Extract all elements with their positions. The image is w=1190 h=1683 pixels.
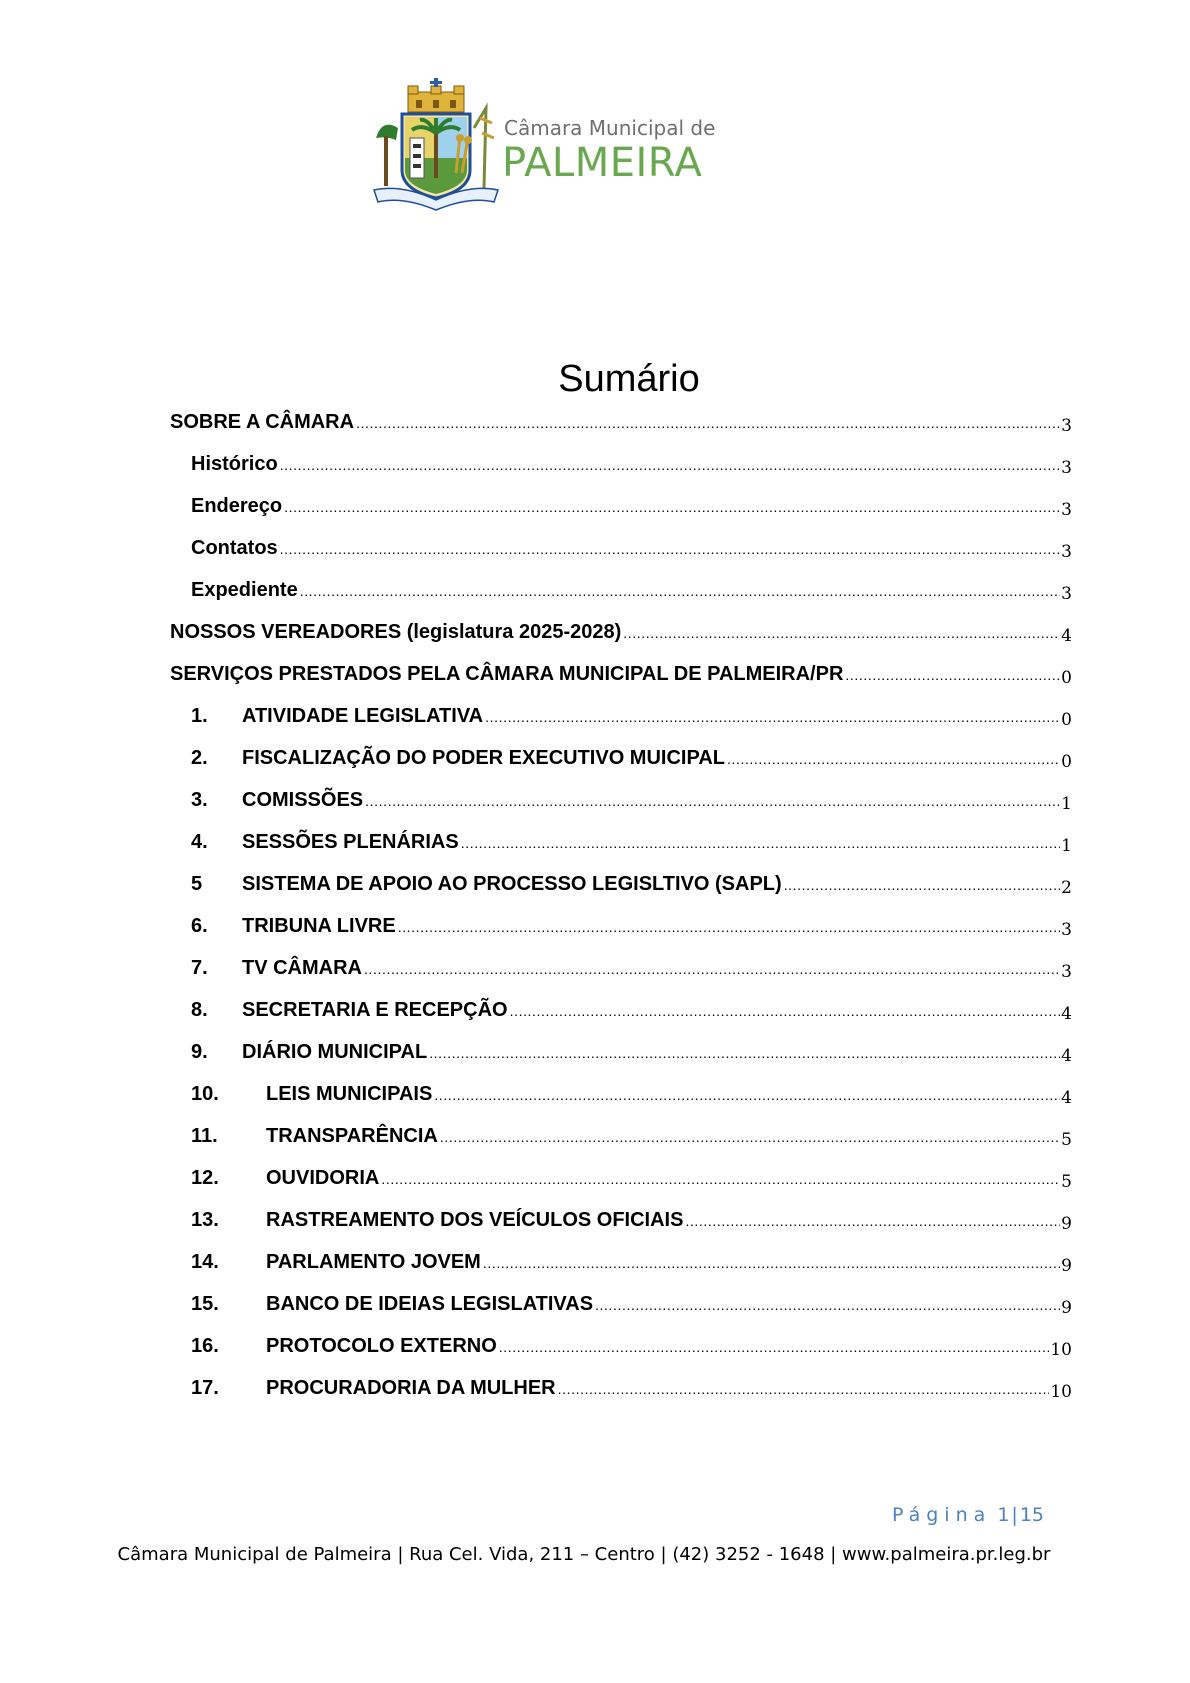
toc-entry[interactable] <box>170 619 1072 645</box>
toc-entry[interactable] <box>191 871 1072 897</box>
toc-dot-leader <box>784 872 1060 898</box>
toc-entry-number: 7. <box>191 957 208 979</box>
toc-entry-label: LEIS MUNICIPAIS <box>266 1083 433 1105</box>
toc-dot-leader <box>434 1082 1060 1108</box>
toc-entry-page: 1 <box>1061 794 1072 814</box>
toc-entry-number: 6. <box>191 915 208 937</box>
toc-entry-page: 3 <box>1061 500 1072 520</box>
toc-entry-label: NOSSOS VEREADORES (legislatura 2025-2028) <box>170 621 622 643</box>
toc-entry-number: 10. <box>191 1083 219 1105</box>
logo <box>372 78 716 213</box>
toc-entry[interactable] <box>191 913 1072 939</box>
toc-entry[interactable] <box>191 787 1072 813</box>
toc-entry-number: 4. <box>191 831 208 853</box>
toc-dot-leader <box>727 746 1060 772</box>
toc-entry-number: 11. <box>191 1125 218 1147</box>
logo-subtitle: Câmara Municipal de <box>504 116 716 140</box>
toc-entry[interactable] <box>191 1291 1072 1317</box>
toc-entry-page: 4 <box>1061 1088 1072 1108</box>
toc-entry[interactable] <box>191 997 1072 1023</box>
toc-entry[interactable] <box>191 1123 1072 1149</box>
toc-entry[interactable] <box>191 1039 1072 1065</box>
toc-entry-page: 4 <box>1061 626 1072 646</box>
toc-entry[interactable] <box>191 577 1072 603</box>
toc-entry[interactable] <box>191 955 1072 981</box>
toc-entry-number: 13. <box>191 1209 219 1231</box>
toc-entry-number: 12. <box>191 1167 219 1189</box>
toc-entry-number: 2. <box>191 747 208 769</box>
toc-entry[interactable] <box>191 745 1072 771</box>
toc-dot-leader <box>510 998 1061 1024</box>
toc-dot-leader <box>845 662 1060 688</box>
toc-dot-leader <box>499 1334 1050 1360</box>
toc-entry-page: 10 <box>1050 1382 1072 1402</box>
toc-entry-page: 1 <box>1061 836 1072 856</box>
toc-entry-label: TRANSPARÊNCIA <box>266 1125 438 1147</box>
toc-dot-leader <box>365 788 1060 814</box>
toc-dot-leader <box>558 1376 1050 1402</box>
toc-dot-leader <box>461 830 1060 856</box>
toc-entry-number: 3. <box>191 789 208 811</box>
toc-entry-page: 9 <box>1061 1214 1072 1234</box>
toc-entry[interactable] <box>191 1333 1072 1359</box>
page-number <box>892 1504 1044 1526</box>
toc-entry-page: 3 <box>1061 962 1072 982</box>
page-separator: | <box>1011 1504 1018 1526</box>
toc-entry-label: PROTOCOLO EXTERNO <box>266 1335 497 1357</box>
toc-entry-label: SOBRE A CÂMARA <box>170 411 355 433</box>
toc-entry-label: TRIBUNA LIVRE <box>242 915 396 937</box>
toc-entry-label: SECRETARIA E RECEPÇÃO <box>242 999 508 1021</box>
toc-entry-label: ATIVIDADE LEGISLATIVA <box>242 705 484 727</box>
toc-entry-label: SESSÕES PLENÁRIAS <box>242 831 459 853</box>
coat-of-arms-icon <box>372 78 500 213</box>
page-title: Sumário <box>558 358 700 400</box>
toc-entry[interactable] <box>191 451 1072 477</box>
toc-entry-page: 3 <box>1061 542 1072 562</box>
toc-entry[interactable] <box>191 703 1072 729</box>
toc-entry-label: TV CÂMARA <box>242 957 362 979</box>
page-current: 1 <box>997 1504 1010 1526</box>
toc-entry-number: 1. <box>191 705 208 727</box>
toc-dot-leader <box>284 494 1060 520</box>
toc-entry[interactable] <box>170 409 1072 435</box>
toc-entry-page: 3 <box>1061 458 1072 478</box>
toc-entry[interactable] <box>191 1165 1072 1191</box>
toc-entry-page: 0 <box>1061 710 1072 730</box>
toc-dot-leader <box>280 536 1061 562</box>
page-label: Página <box>891 1504 992 1526</box>
toc-entry-number: 16. <box>191 1335 219 1357</box>
logo-title: PALMEIRA <box>502 140 703 186</box>
toc-dot-leader <box>440 1124 1060 1150</box>
toc-entry[interactable] <box>191 535 1072 561</box>
toc-entry-page: 9 <box>1061 1298 1072 1318</box>
toc-entry-page: 3 <box>1061 920 1072 940</box>
page-footer: Câmara Municipal de Palmeira | Rua Cel. Vida, 211 – Centro | (42) 3252 - 1648 | www.palmeira.pr.leg.br <box>117 1544 1051 1565</box>
toc-entry-page: 5 <box>1061 1172 1072 1192</box>
toc-dot-leader <box>623 620 1060 646</box>
toc-dot-leader <box>483 1250 1060 1276</box>
toc-entry-label: BANCO DE IDEIAS LEGISLATIVAS <box>266 1293 594 1315</box>
toc-entry-label: OUVIDORIA <box>266 1167 380 1189</box>
toc-dot-leader <box>356 410 1060 436</box>
toc-entry-page: 4 <box>1061 1004 1072 1024</box>
toc-dot-leader <box>381 1166 1060 1192</box>
toc-dot-leader <box>280 452 1060 478</box>
toc-dot-leader <box>364 956 1060 982</box>
toc-dot-leader <box>398 914 1060 940</box>
toc-dot-leader <box>685 1208 1060 1234</box>
toc-entry[interactable] <box>191 1249 1072 1275</box>
toc-entry[interactable] <box>191 1375 1072 1401</box>
toc-entry-label: Expediente <box>191 579 298 601</box>
toc-entry-number: 15. <box>191 1293 219 1315</box>
toc-dot-leader <box>300 578 1060 604</box>
toc-entry-label: COMISSÕES <box>242 789 364 811</box>
toc-entry-page: 5 <box>1061 1130 1072 1150</box>
toc-entry[interactable] <box>191 1081 1072 1107</box>
toc-dot-leader <box>595 1292 1060 1318</box>
toc-entry-label: Endereço <box>191 495 283 517</box>
toc-entry[interactable] <box>191 1207 1072 1233</box>
toc-entry-page: 0 <box>1061 752 1072 772</box>
toc-entry[interactable] <box>191 493 1072 519</box>
toc-entry-label: PROCURADORIA DA MULHER <box>266 1377 556 1399</box>
toc-entry[interactable] <box>191 829 1072 855</box>
toc-entry-number: 9. <box>191 1041 208 1063</box>
page-total: 15 <box>1019 1504 1044 1526</box>
toc-entry-number: 5 <box>191 873 203 895</box>
toc-entry-page: 0 <box>1061 668 1072 688</box>
toc-entry-label: Histórico <box>191 453 278 475</box>
toc-entry-number: 14. <box>191 1251 219 1273</box>
toc-entry-label: DIÁRIO MUNICIPAL <box>242 1041 428 1063</box>
toc-entry-label: SISTEMA DE APOIO AO PROCESSO LEGISLTIVO (SAPL) <box>242 873 782 895</box>
toc-entry-label: RASTREAMENTO DOS VEÍCULOS OFICIAIS <box>266 1209 684 1231</box>
toc-entry-page: 10 <box>1050 1340 1072 1360</box>
toc-entry-number: 17. <box>191 1377 219 1399</box>
toc-entry-page: 2 <box>1061 878 1072 898</box>
toc-entry-page: 3 <box>1061 584 1072 604</box>
toc-entry-page: 3 <box>1061 416 1072 436</box>
toc-entry-label: Contatos <box>191 537 278 559</box>
toc-dot-leader <box>485 704 1060 730</box>
toc-entry-label: PARLAMENTO JOVEM <box>266 1251 481 1273</box>
toc-entry-label: FISCALIZAÇÃO DO PODER EXECUTIVO MUICIPAL <box>242 747 725 769</box>
toc-entry-label: SERVIÇOS PRESTADOS PELA CÂMARA MUNICIPAL DE PALMEIRA/PR <box>170 663 844 685</box>
toc-dot-leader <box>429 1040 1060 1066</box>
toc-entry-number: 8. <box>191 999 208 1021</box>
toc-entry-page: 4 <box>1061 1046 1072 1066</box>
toc-entry-page: 9 <box>1061 1256 1072 1276</box>
toc-entry[interactable] <box>170 661 1072 687</box>
